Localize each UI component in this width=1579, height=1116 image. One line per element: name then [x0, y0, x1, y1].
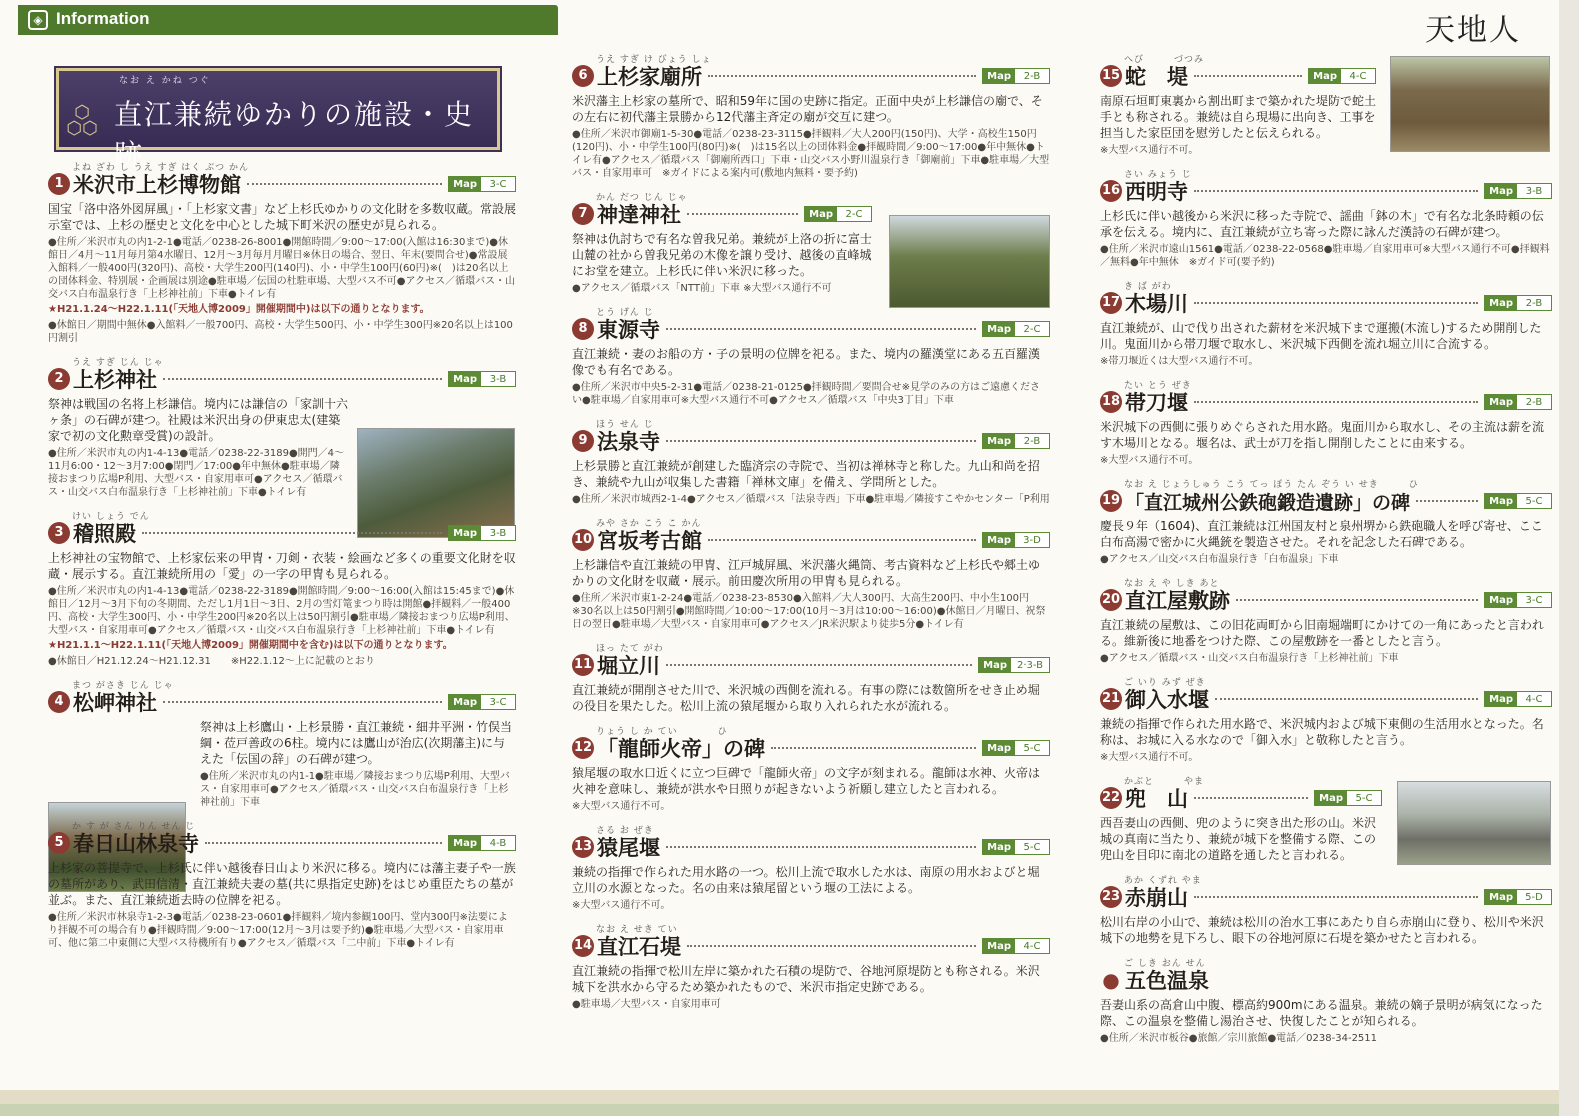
- entry-name: 法泉寺: [597, 430, 660, 454]
- map-label: Map: [1485, 593, 1517, 607]
- map-label: Map: [1485, 395, 1517, 409]
- entry-ruby: とう げん じ: [596, 308, 654, 316]
- entry-description: 直江兼続の屋敷は、この旧花両町から旧南堀端町にかけての一角にあったと言われる。維新後に地番をつけた際、この屋敷跡を一番としたと言う。: [1100, 618, 1544, 648]
- entry-info-extra: ●休館日／H21.12.24～H21.12.31 ※H22.1.12～上に記載のとおり: [48, 656, 375, 667]
- site-entry-12: [572, 724, 1050, 813]
- map-label: Map: [1485, 296, 1517, 310]
- entry-ruby: みや さか こう こ かん: [596, 519, 702, 527]
- column-middle: [572, 52, 1050, 1021]
- leader-dots: [1194, 896, 1478, 898]
- map-grid: 5-C: [1517, 494, 1551, 508]
- entry-number: 18: [1100, 391, 1122, 413]
- map-ref: [1484, 691, 1552, 707]
- map-grid: 3-C: [1517, 593, 1551, 607]
- map-ref: [982, 433, 1050, 449]
- leader-dots: [163, 378, 442, 380]
- site-entry-15: [1100, 52, 1376, 157]
- map-label: Map: [983, 741, 1015, 755]
- site-entry-6: [572, 52, 1050, 180]
- entry-description: 兼続の指揮で作られた用水路の一つ。松川上流で取水した水は、南原の用水およびと堀立川の水源となった。名の由来は猿尾留という堰の工法による。: [572, 865, 1040, 895]
- map-ref: [448, 694, 516, 710]
- map-ref: [982, 740, 1050, 756]
- entry-description: 国宝「洛中洛外図屏風」・「上杉家文書」など上杉氏ゆかりの文化財を多数収蔵。常設展示室では、上杉の歴史と文化を中心とした城下町米沢の歴史が見られる。: [48, 202, 517, 232]
- entry-ruby: ご いり みず ぜき: [1124, 678, 1206, 686]
- leader-dots: [1194, 797, 1308, 799]
- map-grid: 5-C: [1015, 840, 1049, 854]
- map-ref: [448, 525, 516, 541]
- map-grid: 2-B: [1015, 434, 1049, 448]
- entry-info: ※帯刀堰近くは大型バス通行不可。: [1100, 356, 1259, 367]
- entry-name: 「龍師火帝」の碑: [597, 737, 765, 761]
- entry-number: 3: [48, 522, 70, 544]
- section-title: Information: [56, 9, 150, 28]
- map-grid: 4-C: [1517, 692, 1551, 706]
- leader-dots: [771, 747, 976, 749]
- map-ref: [982, 321, 1050, 337]
- entry-description: 直江兼続が、山で伐り出された薪材を米沢城下まで運搬(木流し)するため開削した川。鬼面川から帯刀堰で取水し、米沢城下西側を流れ堀立川に合流する。: [1100, 321, 1542, 351]
- map-label: Map: [983, 69, 1015, 83]
- entry-ruby: へび づつみ: [1124, 55, 1205, 63]
- information-header: [18, 5, 558, 35]
- entry-name: 兜 山: [1125, 787, 1188, 811]
- entry-name: 御入水堰: [1125, 688, 1209, 712]
- entry-ruby: まつ がさき じん じゃ: [72, 681, 174, 689]
- entry-info: ●住所／米沢市御廟1-5-30●電話／0238-23-3115●拝観料／大人200円(150円)、大学・高校生150円(120円)、小・中学生100円(80円)※( )は15名以上の団体料金●拝観時間／9:00～17:00●年中無休●トイレ有●アクセス／循環バス「御廟所西口」下車・山交バス小野川温泉行き「御廟前」下車●駐車場／大型バス・自家用車可 ※ガイドによる案内可(敷地内無料・要予約): [572, 129, 1050, 179]
- entry-description: 米沢藩主上杉家の墓所で、昭和59年に国の史跡に指定。正面中央が上杉謙信の廟で、その左右に初代藩主景勝から12代藩主斉定の廟が交互に建つ。: [572, 94, 1043, 124]
- map-ref: [982, 68, 1050, 84]
- entry-name: 「直江城州公鉄砲鍛造遺跡」の碑: [1125, 491, 1411, 514]
- entry-description: 慶長９年（1604)、直江兼続は江州国友村と泉州堺から鉄砲職人を呼び寄せ、ここ白布高湯で密かに火縄銃を製造させた。それを記念した石碑である。: [1100, 519, 1543, 549]
- entry-name: 稽照殿: [73, 522, 136, 546]
- site-entry-21: [1100, 675, 1552, 764]
- map-grid: 2-B: [1015, 69, 1049, 83]
- site-entry-3: [48, 509, 516, 668]
- entry-name: 上杉家廟所: [597, 65, 702, 89]
- map-label: Map: [449, 836, 481, 850]
- entry-description: 祭神は上杉鷹山・上杉景勝・直江兼続・細井平洲・竹俣当綱・莅戸善政の6柱。境内には鷹山が治広(次期藩主)に与えた「伝国の辞」の石碑が建つ。: [200, 720, 513, 766]
- site-entry-11: [572, 641, 1050, 714]
- entry-ruby: ご しき おん せん: [1124, 959, 1206, 967]
- entry-description: 直江兼続の指揮で松川左岸に築かれた石積の堤防で、谷地河原堤防とも称される。米沢城下を洪水から守るため築かれたもので、米沢市指定史跡である。: [572, 964, 1040, 994]
- leader-dots: [666, 846, 976, 848]
- entry-number: 8: [572, 318, 594, 340]
- entry-description: 上杉氏に伴い越後から米沢に移った寺院で、謡曲「鉢の木」で有名な北条時頼の伝承を伝える。境内に、直江兼続が立ち寄った際に詠んだ漢詩の石碑が建つ。: [1100, 209, 1544, 239]
- bottom-band: [0, 1104, 1559, 1116]
- entry-description: 兼続の指揮で作られた用水路で、米沢城内および城下東側の生活用水となった。名称は、お城に入る水なので「御入水」と敬称したと言う。: [1100, 717, 1544, 747]
- map-ref: [1484, 493, 1552, 509]
- entry-ruby: うえ すぎ じん じゃ: [72, 358, 164, 366]
- map-ref: [1484, 394, 1552, 410]
- entry-ruby: たい とう ぜき: [1124, 381, 1192, 389]
- site-entry-20: [1100, 576, 1552, 665]
- leader-dots: [1416, 500, 1478, 502]
- map-ref: [1314, 790, 1382, 806]
- map-grid: 3-B: [481, 372, 515, 386]
- entry-description: 祭神は戦国の名将上杉謙信。境内には謙信の「家訓十六ヶ条」の石碑が建つ。社殿は米沢出身の伊東忠太(建築家で初の文化勲章受賞)の設計。: [48, 397, 349, 443]
- entry-number: 22: [1100, 787, 1122, 809]
- site-entry-8: [572, 305, 1050, 407]
- entry-description: 直江兼続が開削させた川で、米沢城の西側を流れる。有事の際には数箇所をせき止め堀の役目を果たした。松川上流の猿尾堰から取り入れられた水が流れる。: [572, 683, 1040, 713]
- entry-number: 15: [1100, 65, 1122, 87]
- entry-name: 松岬神社: [73, 691, 157, 715]
- site-entry-17: [1100, 279, 1552, 368]
- map-ref: [982, 938, 1050, 954]
- entry-number: 5: [48, 832, 70, 854]
- entry-number: 2: [48, 368, 70, 390]
- entry-info: ●住所／米沢市遠山1561●電話／0238-22-0568●駐車場／自家用車可※大型バス通行不可●拝観料／無料●年中無休 ※ガイド可(要予約): [1100, 244, 1550, 268]
- entry-number: 12: [572, 737, 594, 759]
- site-entry-18: [1100, 378, 1552, 467]
- entry-number: 9: [572, 430, 594, 452]
- site-entry-16: [1100, 167, 1552, 269]
- entry-number: 4: [48, 691, 70, 713]
- site-entry-4: [48, 678, 516, 809]
- entry-name: 東源寺: [597, 318, 660, 342]
- entry-name: 神達神社: [597, 203, 681, 227]
- entry-ruby: うえ すぎ け びょう しょ: [596, 55, 712, 63]
- leader-dots: [666, 328, 976, 330]
- site-entry-5: [48, 819, 516, 950]
- entry-ruby: りょう し か てい ひ: [596, 727, 728, 735]
- entry-number: 21: [1100, 688, 1122, 710]
- entry-ruby: よね ざわ し うえ すぎ はく ぶつ かん: [72, 163, 250, 171]
- entry-name: 宮坂考古館: [597, 529, 702, 553]
- leader-dots: [687, 945, 976, 947]
- leader-dots: [1194, 401, 1478, 403]
- entry-name: 五色温泉: [1125, 969, 1209, 993]
- entry-ruby: あか くずれ やま: [1124, 876, 1202, 884]
- site-entry-23: [1100, 873, 1552, 946]
- site-entry-14: [572, 922, 1050, 1011]
- entry-info: ●住所／米沢市丸の内1-4-13●電話／0238-22-3189●開門／4～11月6:00・12～3月7:00●閉門／17:00●年中無休●駐車場／隣接おまつり広場P利用、大型バス・自家用車可●アクセス／循環バス・山交バス白布温泉行き「上杉神社前」下車●トイレ有: [48, 448, 345, 498]
- entry-ruby: なお え や しき あと: [1124, 579, 1220, 587]
- entry-number: 20: [1100, 589, 1122, 611]
- map-label: Map: [1485, 890, 1517, 904]
- entry-number: 14: [572, 935, 594, 957]
- map-ref: [1484, 889, 1552, 905]
- entry-name: 蛇 堤: [1125, 65, 1188, 89]
- map-ref: [1484, 183, 1552, 199]
- entry-ruby: なお え じょうしゅう こう てっ ぽう たん ぞう い せき ひ: [1124, 480, 1419, 488]
- entry-name: 上杉神社: [73, 368, 157, 392]
- map-label: Map: [449, 177, 481, 191]
- entry-description: 猿尾堰の取水口近くに立つ巨碑で「龍師火帝」の文字が刻まれる。龍師は水神、火帝は火神を意味し、兼続が洪水や日照りが起きないよう祈願し建立したと言われる。: [572, 766, 1041, 796]
- map-grid: 3-B: [1517, 184, 1551, 198]
- map-label: Map: [1485, 692, 1517, 706]
- map-ref: [804, 206, 872, 222]
- map-ref: [448, 835, 516, 851]
- map-grid: 2-B: [1517, 395, 1551, 409]
- site-entry-7: [572, 190, 872, 295]
- entry-info: ※大型バス通行不可。: [1100, 455, 1199, 466]
- entry-description: 米沢城下の西側に張りめぐらされた用水路。鬼面川から取水し、その主流は薪を流す木場川となる。堰名は、武士が刀を指し開削したことに由来する。: [1100, 420, 1545, 450]
- leader-dots: [142, 532, 442, 534]
- map-ref: [982, 532, 1050, 548]
- banner-title: 直江兼続ゆかりの施設・史跡: [114, 98, 475, 171]
- entry-ruby: なお え せき てい: [596, 925, 678, 933]
- entry-info: ●駐車場／大型バス・自家用車可: [572, 999, 721, 1010]
- entry-number: 1: [48, 173, 70, 195]
- entry-notice: ★H21.1.24～H22.1.11(「天地人博2009」開催期間中)は以下の通りとなります。: [48, 304, 430, 315]
- entry-description: 上杉神社の宝物館で、上杉家伝来の甲冑・刀剣・衣装・絵画など多くの重要文化財を収蔵・展示する。直江兼続所用の「愛」の一字の甲冑も見られる。: [48, 551, 516, 581]
- entry-notice: ★H21.1.1～H22.1.11(「天地人博2009」開催期間中を含む)は以下の通りとなります。: [48, 640, 453, 651]
- site-entry-2: [48, 355, 516, 499]
- map-label: Map: [449, 372, 481, 386]
- entry-number: 10: [572, 529, 594, 551]
- map-grid: 5-C: [1015, 741, 1049, 755]
- entry-number: 13: [572, 836, 594, 858]
- entry-ruby: さる お ぜき: [596, 826, 654, 834]
- site-entry-9: [572, 417, 1050, 506]
- entry-description: 西吾妻山の西側、兜のように突き出た形の山。米沢城の真南に当たり、兼続が城下を整備する際、この兜山を目印に南北の道路を通したと言われる。: [1100, 816, 1377, 862]
- hexagon-crest-icon: ⬡ ⬡⬡: [66, 102, 98, 139]
- entry-description: 上杉景勝と直江兼続が創建した臨済宗の寺院で、当初は禅林寺と称した。九山和尚を招き、兼続や九山が収集した書籍「禅林文庫」を備え、学問所とした。: [572, 459, 1040, 489]
- map-grid: 5-D: [1517, 890, 1551, 904]
- entry-info: ●アクセス／循環バス・山交バス白布温泉行き「上杉神社前」下車: [1100, 653, 1399, 664]
- entry-number: 23: [1100, 886, 1122, 908]
- map-label: Map: [983, 840, 1015, 854]
- entry-ruby: か す が さん りん せん じ: [72, 822, 196, 830]
- map-label: Map: [983, 939, 1015, 953]
- entry-number: 7: [572, 203, 594, 225]
- entry-info: ●アクセス／循環バス「NTT前」下車 ※大型バス通行不可: [572, 283, 832, 294]
- map-ref: [978, 657, 1050, 673]
- map-grid: 3-C: [481, 695, 515, 709]
- entry-info: ●住所／米沢市丸の内1-2-1●電話／0238-26-8001●開館時間／9:00～17:00(入館は16:30まで)●休館日／4月～11月毎月第4水曜日、12月～3月毎月月曜日※休日の場合、翌日、年末(要問合せ)●常設展入館料／一般400円(320円)、高校・大学生200円(140円)、小・中学生100円(60円)※( )は20名以上の団体料金、特別展・企画展は別途●駐車場／伝国の杜駐車場、大型バス不可●アクセス／循環バス・山交バス白布温泉行き「上杉神社前」下車●トイレ有: [48, 237, 516, 300]
- column-left: [48, 160, 516, 960]
- entry-info: ●住所／米沢市東1-2-24●電話／0238-23-8530●入館料／大人300円、大高生200円、中小生100円※30名以上は50円割引●開館時間／10:00～17:00(10月～3月は10:00～16:00)●休館日／月曜日、祝祭日の翌日●駐車場／大型バス・自家用車可●アクセス／JR米沢駅より徒歩5分●トイレ有: [572, 593, 1046, 630]
- entry-description: 上杉謙信や直江兼続の甲冑、江戸城屏風、米沢藩火縄筒、考古資料など上杉氏や郷土ゆかりの文化財を収蔵・展示。前田慶次所用の甲冑も見られる。: [572, 558, 1041, 588]
- leader-dots: [666, 664, 972, 666]
- brand-logo: 天地人: [1425, 13, 1521, 48]
- map-grid: 4-C: [1015, 939, 1049, 953]
- entry-ruby: ほっ たて がわ: [596, 644, 664, 652]
- entry-info: ※大型バス通行不可。: [572, 900, 671, 911]
- entry-ruby: けい しょう でん: [72, 512, 150, 520]
- entry-number: 6: [572, 65, 594, 87]
- entry-info: ●アクセス／山交バス白布温泉行き「白布温泉」下車: [1100, 554, 1339, 565]
- entry-number: 17: [1100, 292, 1122, 314]
- entry-name: 米沢市上杉博物館: [73, 173, 241, 197]
- entry-info: ●住所／米沢市丸の内1-4-13●電話／0238-22-3189●開館時間／9:00～16:00(入館は15:45まで)●休館日／12月～3月下旬の冬期間、ただし1月1日～3日、2月の雪灯篭まつり時は開館●拝観料／一般400円、高校・大学生300円、小・中学生200円※20名以上は50円割引●駐車場／隣接おまつり広場P利用、大型バス・自家用車可●アクセス／循環バス・山交バス白布温泉行き「上杉神社前」下車●トイレ有: [48, 586, 515, 636]
- map-label: Map: [449, 526, 481, 540]
- map-label: Map: [983, 533, 1015, 547]
- leader-dots: [1215, 698, 1478, 700]
- site-entry-10: [572, 516, 1050, 631]
- leader-dots: [1236, 599, 1478, 601]
- entry-info: ※大型バス通行不可。: [1100, 145, 1199, 156]
- entry-info: ●住所／米沢市城西2-1-4●アクセス／循環バス「法泉寺西」下車●駐車場／隣接すこやかセンター「P利用: [572, 494, 1050, 505]
- entry-ruby: かぶと やま: [1124, 777, 1205, 785]
- entry-bullet: ●: [1102, 968, 1120, 992]
- entry-description: 直江兼続・妻のお船の方・子の景明の位牌を祀る。また、境内の羅漢堂にある五百羅漢像でも有名である。: [572, 347, 1041, 377]
- site-entry-19: [1100, 477, 1552, 566]
- bottom-stripe: [0, 1090, 1559, 1104]
- entry-ruby: かん だつ じん じゃ: [596, 193, 688, 201]
- map-label: Map: [1485, 184, 1517, 198]
- entry-name: 赤崩山: [1125, 886, 1188, 910]
- entry-name: 木場川: [1125, 292, 1188, 316]
- map-ref: [982, 839, 1050, 855]
- map-grid: 3-B: [481, 526, 515, 540]
- entry-info: ●住所／米沢市中央5-2-31●電話／0238-21-0125●拝観時間／要問合せ※見学のみの方はご遠慮ください●駐車場／自家用車可※大型バス通行不可●アクセス／循環バス「中央3丁目」下車: [572, 382, 1041, 406]
- leader-dots: [1194, 302, 1478, 304]
- entry-name: 堀立川: [597, 654, 660, 678]
- leader-dots: [247, 183, 442, 185]
- site-entry-13: [572, 823, 1050, 912]
- leader-dots: [708, 75, 976, 77]
- map-grid: 2·3-B: [1011, 658, 1049, 672]
- map-grid: 5-C: [1347, 791, 1381, 805]
- map-ref: [448, 176, 516, 192]
- map-ref: [1308, 68, 1376, 84]
- entry-description: 吾妻山系の高倉山中腹、標高約900mにある温泉。兼続の嫡子景明が病気になった際、この温泉を整備し湯治させ、快復したことが知られる。: [1100, 998, 1543, 1028]
- entry-number: 16: [1100, 180, 1122, 202]
- map-grid: 3-D: [1015, 533, 1049, 547]
- map-label: Map: [449, 695, 481, 709]
- entry-ruby: さい みょう じ: [1124, 170, 1192, 178]
- map-label: Map: [1309, 69, 1341, 83]
- entry-info: ※大型バス通行不可。: [1100, 752, 1199, 763]
- map-ref: [1484, 295, 1552, 311]
- column-right: [1100, 52, 1552, 1055]
- site-entry-1: [48, 160, 516, 345]
- map-ref: [1484, 592, 1552, 608]
- leader-dots: [1194, 75, 1302, 77]
- map-grid: 2-C: [1015, 322, 1049, 336]
- map-grid: 2-C: [837, 207, 871, 221]
- map-grid: 3-C: [481, 177, 515, 191]
- entry-info: ●住所／米沢市板谷●旅館／宗川旅館●電話／0238-34-2511: [1100, 1033, 1378, 1044]
- entry-info: ●住所／米沢市林泉寺1-2-3●電話／0238-23-0601●拝観料／境内参観100円、堂内300円※法要により拝観不可の場合有り●拝観時間／9:00～17:00(12月～3月は要予約)●駐車場／大型バス・自家用車可、他に第二中東側に大型バス待機所有り●アクセス／循環バス「二中前」下車●トイレ有: [48, 912, 508, 949]
- page-edge: [1559, 0, 1579, 1116]
- map-label: Map: [983, 434, 1015, 448]
- entry-info: ●住所／米沢市丸の内1-1●駐車場／隣接おまつり広場P利用、大型バス・自家用車可●アクセス／循環バス・山交バス白布温泉行き「上杉神社前」下車: [200, 771, 510, 808]
- site-entry-22: [1100, 774, 1382, 863]
- leader-dots: [666, 440, 976, 442]
- entry-name: 直江石堤: [597, 935, 681, 959]
- entry-ruby: ほう せん じ: [596, 420, 654, 428]
- entry-description: 祭神は仇討ちで有名な曽我兄弟。兼続が上洛の折に富士山麓の社から曽我兄弟の木像を譲り受け、越後の直峰城にお堂を建立。上杉氏に伴い米沢に移った。: [572, 232, 872, 278]
- entry-info: ※大型バス通行不可。: [572, 801, 671, 812]
- entry-name: 猿尾堰: [597, 836, 660, 860]
- map-label: Map: [983, 322, 1015, 336]
- map-label: Map: [805, 207, 837, 221]
- entry-info-extra: ●休館日／期間中無休●入館料／一般700円、高校・大学生500円、小・中学生300円※20名以上は100円割引: [48, 320, 513, 344]
- map-grid: 2-B: [1517, 296, 1551, 310]
- leader-dots: [1194, 190, 1478, 192]
- entry-name: 春日山林泉寺: [73, 832, 199, 856]
- entry-description: 上杉家の菩提寺で、上杉氏に伴い越後春日山より米沢に移る。境内には藩主妻子や一族の墓所があり、武田信清・直江兼続夫妻の墓(共に県指定史跡)をはじめ重臣たちの墓が並ぶ。また、直江兼続逝去時の位牌を祀る。: [48, 861, 516, 907]
- map-grid: 4-C: [1341, 69, 1375, 83]
- map-label: Map: [1315, 791, 1347, 805]
- leader-dots: [708, 539, 976, 541]
- leader-dots: [163, 701, 442, 703]
- entry-number: 11: [572, 654, 594, 676]
- map-label: Map: [979, 658, 1011, 672]
- entry-number: 19: [1100, 490, 1122, 512]
- map-grid: 4-B: [481, 836, 515, 850]
- leader-dots: [687, 213, 798, 215]
- map-ref: [448, 371, 516, 387]
- entry-name: 帯刀堰: [1125, 391, 1188, 415]
- entry-ruby: き ば がわ: [1124, 282, 1172, 290]
- entry-description: 南原石垣町東裏から割出町まで築かれた堤防で蛇土手とも称される。兼続は自ら現場に出向き、工事を担当した家臣団を慰労したと伝えられる。: [1100, 94, 1377, 140]
- map-label: Map: [1485, 494, 1517, 508]
- leader-dots: [205, 842, 442, 844]
- entry-name: 直江屋敷跡: [1125, 589, 1230, 613]
- banner-ruby: なお え かね つぐ: [119, 76, 211, 86]
- entry-name: 西明寺: [1125, 180, 1188, 204]
- entry-description: 松川右岸の小山で、兼続は松川の治水工事にあたり自ら赤崩山に登り、松川や米沢城下の地勢を見下ろし、眼下の谷地河原に石堤を築かせたと言われる。: [1100, 915, 1544, 945]
- site-entry-goshiki: [1100, 956, 1552, 1045]
- crest-icon: ◈: [28, 10, 48, 30]
